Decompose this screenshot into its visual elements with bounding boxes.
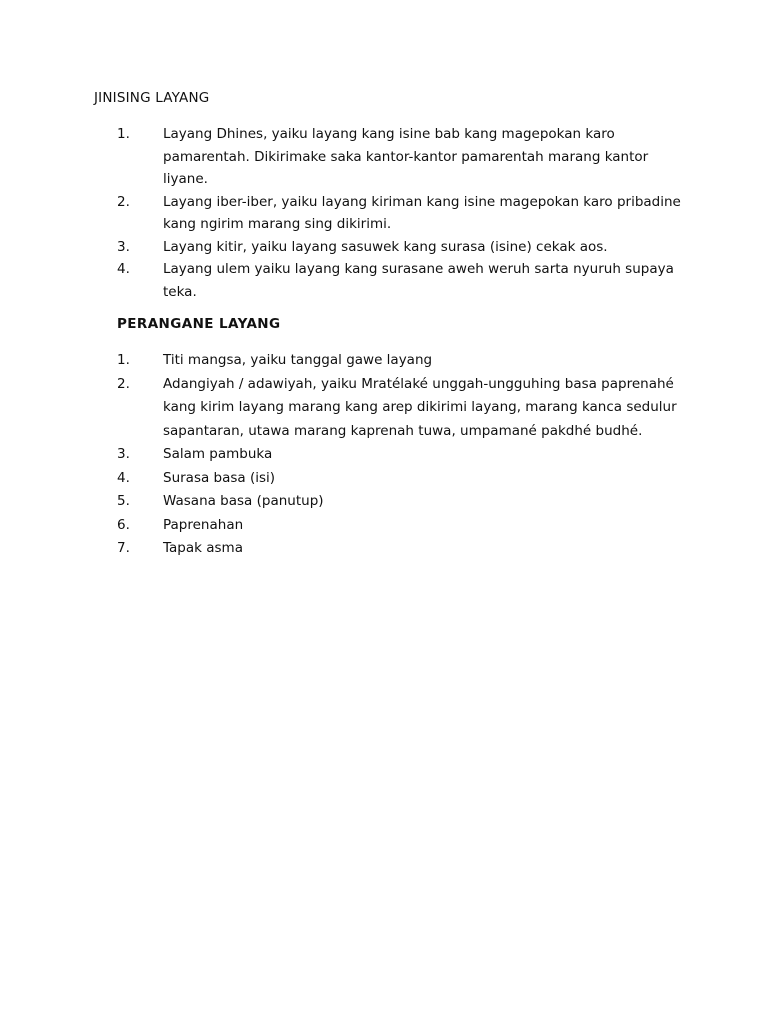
- section-heading-perangane-layang: PERANGANE LAYANG: [117, 316, 281, 332]
- list-item-number: 4.: [117, 261, 130, 277]
- list-item: [117, 123, 707, 191]
- list-item: [117, 537, 707, 561]
- list-item: [117, 191, 707, 236]
- list-item-text: Adangiyah / adawiyah, yaiku Mratélaké unggah-ungguhing basa paprenahé kang kirim layang marang kang arep dikirimi layang, marang kanca sedulur sapantaran, utawa marang kaprenah tuwa, umpamané pakdhé budhé.: [163, 375, 677, 439]
- list-item: [117, 514, 707, 538]
- list-item: [117, 443, 707, 467]
- list-item: [117, 236, 707, 259]
- list-item-number: 7.: [117, 540, 130, 556]
- list-item-text: Wasana basa (panutup): [163, 493, 324, 509]
- list-item: [117, 373, 707, 444]
- list-item-text: Paprenahan: [163, 516, 244, 533]
- list-item-number: 3.: [117, 446, 130, 462]
- section-heading-jinising-layang: JINISING LAYANG: [94, 90, 210, 106]
- list-item-text: Layang kitir, yaiku layang sasuwek kang surasa (isine) cekak aos.: [163, 238, 608, 255]
- list-item-number: 3.: [117, 238, 130, 255]
- list-item-number: 2.: [117, 375, 130, 392]
- list-item-number: 1.: [117, 126, 130, 142]
- list-item-text: Tapak asma: [163, 540, 243, 556]
- list-item-text: Titi mangsa, yaiku tanggal gawe layang: [163, 352, 433, 368]
- jinising-layang-list: [117, 123, 707, 303]
- list-item-text: Salam pambuka: [163, 446, 273, 462]
- list-item-text: Surasa basa (isi): [163, 469, 276, 486]
- list-item-number: 6.: [117, 516, 130, 533]
- list-item-number: 4.: [117, 469, 130, 486]
- list-item: [117, 258, 707, 303]
- list-item-text: Layang Dhines, yaiku layang kang isine bab kang magepokan karo pamarentah. Dikirimake saka kantor-kantor pamarentah marang kantor liyane.: [163, 126, 649, 187]
- list-item-number: 5.: [117, 493, 130, 509]
- list-item-text: Layang ulem yaiku layang kang surasane aweh weruh sarta nyuruh supaya teka.: [163, 261, 674, 300]
- list-item: [117, 467, 707, 491]
- list-item: [117, 490, 707, 514]
- list-item: [117, 349, 707, 373]
- list-item-number: 1.: [117, 352, 130, 368]
- list-item-text: Layang iber-iber, yaiku layang kiriman kang isine magepokan karo pribadine kang ngirim marang sing dikirimi.: [163, 193, 681, 232]
- perangane-layang-list: [117, 349, 707, 561]
- list-item-number: 2.: [117, 193, 130, 210]
